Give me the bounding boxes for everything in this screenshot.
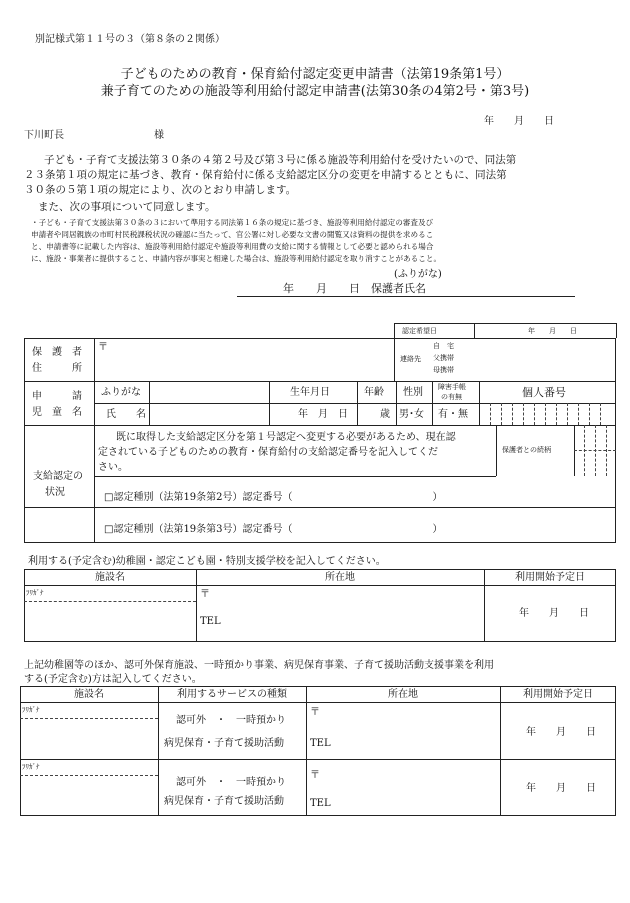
other-row-tel-label: TEL [310, 798, 331, 809]
other-row-service-line2[interactable]: 病児保育・子育て援助活動 [164, 796, 284, 807]
application-date[interactable]: 年 月 日 [484, 116, 554, 127]
kg-col-address: 所在地 [325, 572, 355, 583]
desired-date-label: 認定希望日 [402, 327, 437, 335]
certification-option-2[interactable]: □認定種別（法第19条第2号）認定番号（ ） [104, 492, 443, 503]
consent-line3: と、申請書等に記載した内容は、施設等利用給付認定や施設等利用費の支給に関する情報として必要と認められる場合 [31, 242, 434, 251]
other-row-facility-name-field[interactable] [22, 720, 156, 757]
disability-label-1: 障害手帳 [438, 383, 466, 391]
applicant-child-label: 申 請 [32, 391, 82, 402]
guardian-postal-mark: 〒 [98, 342, 108, 353]
other-row-furigana-label: ﾌﾘｶﾞﾅ [22, 706, 40, 714]
other-row-start-date[interactable]: 年 月 日 [526, 727, 596, 738]
other-col-service: 利用するサービスの種類 [177, 689, 287, 700]
sex-label: 性別 [403, 387, 423, 398]
signature-label: 年 月 日 保護者氏名 [283, 282, 426, 295]
other-row-service-line1[interactable]: 認可外 ・ 一時預かり [176, 777, 286, 788]
intro-paragraph-line1: 子ども・子育て支援法第３０条の４第２号及び第３号に係る施設等利用給付を受けたいので、同法第 [44, 154, 517, 166]
other-row-postal-mark: 〒 [310, 707, 320, 718]
kg-tel-label: TEL [200, 616, 221, 627]
kg-facility-name-field[interactable] [26, 603, 194, 640]
child-name-label: 氏 名 [106, 409, 146, 420]
other-row-furigana-label: ﾌﾘｶﾞﾅ [22, 763, 40, 771]
child-furigana-label: ふりがな [101, 387, 141, 398]
contact-father-label: 父携帯 [433, 354, 454, 362]
age-unit: 歳 [380, 409, 390, 420]
personal-number-label: 個人番号 [522, 386, 566, 399]
kindergarten-heading: 利用する(予定含む)幼稚園・認定こども園・特別支援学校を記入してください。 [28, 556, 386, 567]
contact-phone-field[interactable] [470, 340, 614, 380]
intro-paragraph-line3: ３０条の５第１項の規定により、次のとおり申請します。 [24, 184, 297, 196]
form-title-1: 子どものための教育・保育給付認定変更申請書（法第19条第1号） [120, 67, 510, 82]
status-text-line2: 定されている子どものための教育・保育給付の支給認定番号を記入してくだ [98, 447, 438, 458]
status-text-line1: 既に取得した支給認定区分を第１号認定へ変更する必要があるため、現在認 [116, 432, 456, 443]
kg-postal-mark: 〒 [200, 589, 210, 600]
applicant-child-name-label: 児 童 名 [32, 407, 82, 418]
status-text-line3: さい。 [98, 462, 128, 473]
other-row-service-line1[interactable]: 認可外 ・ 一時預かり [176, 715, 286, 726]
disability-options[interactable]: 有・無 [438, 409, 468, 420]
birthdate-label: 生年月日 [290, 387, 330, 398]
contact-label: 連絡先 [400, 355, 421, 363]
kg-furigana-label: ﾌﾘｶﾞﾅ [26, 589, 44, 597]
form-number: 別記様式第１１号の３（第８条の２関係） [35, 34, 225, 45]
intro-paragraph-line2: ２３条第１項の規定に基づき、教育・保育給付に係る支給認定区分の変更を申請するとともに、同法第 [24, 169, 507, 181]
signature-furigana-label: (ふりがな) [394, 269, 442, 280]
other-heading-line1: 上記幼稚園等のほか、認可外保育施設、一時預かり事業、病児保育事業、子育て援助活動支援事業を利用 [24, 660, 494, 671]
other-row-start-date[interactable]: 年 月 日 [526, 783, 596, 794]
form-title-2: 兼子育てのための施設等利用給付認定申請書(法第30条の4第2号・第3号) [100, 84, 530, 99]
guardian-address-label: 住 所 [32, 363, 82, 374]
consent-line2: 申請者や同居親族の市町村民税課税状況の確認に当たって、官公署に対し必要な文書の閲覧又は資料の提供を求めるこ [31, 230, 434, 239]
other-col-address: 所在地 [388, 689, 418, 700]
status-label-1: 支給認定の [33, 471, 83, 482]
age-label: 年齢 [364, 387, 384, 398]
kg-col-name: 施設名 [95, 572, 125, 583]
desired-date-field[interactable]: 年 月 日 [528, 327, 577, 335]
guardian-address-field[interactable] [100, 352, 390, 378]
relation-label: 保護者との続柄 [502, 446, 551, 454]
signature-line[interactable] [237, 296, 575, 297]
other-row-facility-name-field[interactable] [22, 777, 156, 814]
child-name-field[interactable] [151, 383, 267, 423]
contact-home-label: 自 宅 [433, 342, 454, 350]
addressee: 下川町長 様 [24, 130, 164, 141]
consent-line1: ・子ども・子育て支援法第３０条の３において準用する同法第１６条の規定に基づき、施設等利用給付認定の審査及び [31, 218, 434, 227]
other-row-service-line2[interactable]: 病児保育・子育て援助活動 [164, 738, 284, 749]
birthdate-field[interactable]: 年 月 日 [298, 409, 348, 420]
consent-line4: に、施設・事業者に提供すること、申請内容が事実と相違した場合は、施設等利用給付認定を取り消すことがあること。 [31, 254, 442, 263]
contact-mother-label: 母携帯 [433, 366, 454, 374]
sex-options[interactable]: 男･女 [399, 409, 424, 420]
other-row-tel-label: TEL [310, 738, 331, 749]
kg-start-date[interactable]: 年 月 日 [519, 608, 589, 619]
kg-col-start: 利用開始予定日 [515, 572, 585, 583]
guardian-label: 保 護 者 [32, 347, 82, 358]
status-label-2: 状況 [45, 487, 65, 498]
certification-option-3[interactable]: □認定種別（法第19条第3号）認定番号（ ） [104, 524, 443, 535]
disability-label-2: の有無 [441, 393, 462, 401]
consent-heading: また、次の事項について同意します。 [38, 201, 216, 213]
other-row-postal-mark: 〒 [310, 770, 320, 781]
other-col-start: 利用開始予定日 [523, 689, 593, 700]
other-heading-line2: する(予定含む)方は記入してください。 [24, 674, 202, 685]
other-col-name: 施設名 [74, 689, 104, 700]
personal-number-field[interactable] [481, 404, 614, 424]
